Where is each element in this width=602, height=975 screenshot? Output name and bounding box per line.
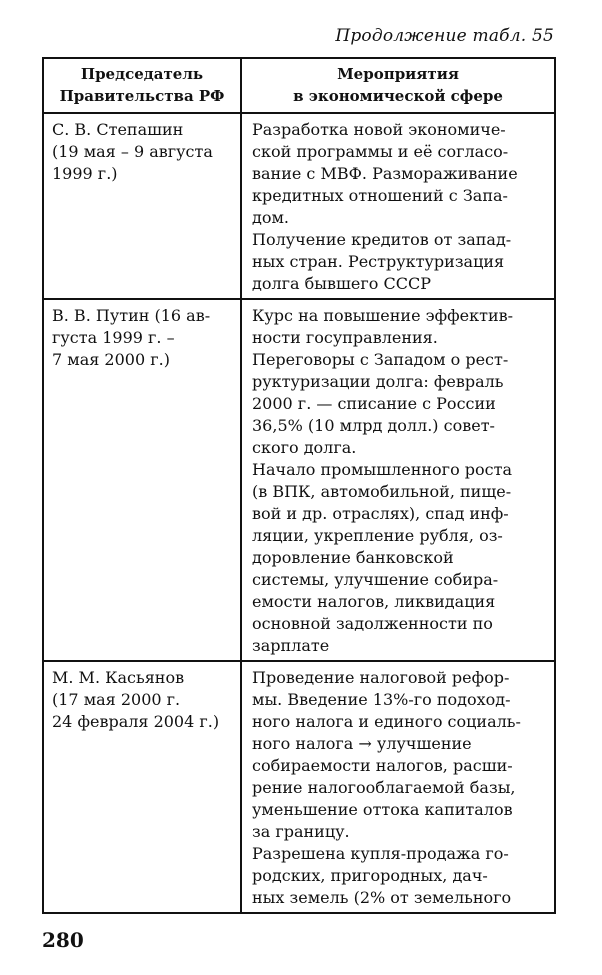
measure-paragraph (252, 349, 546, 459)
table-row (43, 113, 555, 299)
header-line: Правительства РФ (59, 87, 225, 105)
chairman-cell (43, 661, 241, 913)
measure-line: долга бывшего СССР (252, 274, 431, 293)
measure-line: ных стран. Реструктуризация (252, 252, 505, 271)
measure-line: основной задолженности по (252, 614, 493, 633)
table-caption: Продолжение табл. 55 (335, 26, 554, 46)
measure-line: ской программы и её согласо- (252, 142, 509, 161)
measure-line: уменьшение оттока капиталов (252, 800, 513, 819)
measure-line: ных земель (2% от земельного (252, 888, 512, 907)
measure-line: доровление банковской (252, 548, 454, 567)
measure-line: Начало промышленного роста (252, 460, 513, 479)
chairman-line: (19 мая – 9 августа (52, 142, 213, 161)
measure-paragraph (252, 119, 546, 229)
header-line: в экономической сфере (293, 87, 503, 105)
measure-line: ного налога и единого социаль- (252, 712, 521, 731)
measures-cell (241, 113, 555, 299)
measure-line: Получение кредитов от запад- (252, 230, 512, 249)
measure-line: 36,5% (10 млрд долл.) совет- (252, 416, 495, 435)
measure-paragraph (252, 305, 546, 349)
measure-line: Разработка новой экономиче- (252, 120, 506, 139)
measure-line: мы. Введение 13%-го подоход- (252, 690, 511, 709)
header-measures (241, 58, 555, 113)
measure-line: 2000 г. — списание с России (252, 394, 496, 413)
table-header-row (43, 58, 555, 113)
measures-cell (241, 299, 555, 661)
measure-line: родских, пригородных, дач- (252, 866, 488, 885)
measure-paragraph (252, 229, 546, 295)
header-chairman (43, 58, 241, 113)
measure-line: дом. (252, 208, 290, 227)
measure-line: (в ВПК, автомобильной, пище- (252, 482, 512, 501)
measure-line: Курс на повышение эффектив- (252, 306, 514, 325)
chairman-cell (43, 113, 241, 299)
measure-line: руктуризации долга: февраль (252, 372, 504, 391)
measure-line: ности госуправления. (252, 328, 438, 347)
table-row (43, 299, 555, 661)
measure-line: зарплате (252, 636, 330, 655)
measure-line: вание с МВФ. Размораживание (252, 164, 518, 183)
page-number: 280 (42, 928, 84, 952)
measure-line: кредитных отношений с Запа- (252, 186, 508, 205)
measure-paragraph (252, 667, 546, 843)
chairman-line: 1999 г.) (52, 164, 118, 183)
chairman-line: густа 1999 г. – (52, 328, 175, 347)
chairman-line: М. М. Касьянов (52, 668, 185, 687)
measure-line: емости налогов, ликвидация (252, 592, 496, 611)
measure-line: системы, улучшение собира- (252, 570, 499, 589)
measures-cell (241, 661, 555, 913)
chairman-cell (43, 299, 241, 661)
chairman-line: В. В. Путин (16 ав- (52, 306, 211, 325)
measure-line: собираемости налогов, расши- (252, 756, 513, 775)
measure-paragraph (252, 843, 546, 909)
economic-measures-table (42, 57, 556, 914)
chairman-line: 24 февраля 2004 г.) (52, 712, 220, 731)
measure-line: вой и др. отраслях), спад инф- (252, 504, 509, 523)
table-row (43, 661, 555, 913)
header-line: Мероприятия (337, 65, 459, 83)
measure-line: Разрешена купля-продажа го- (252, 844, 509, 863)
measure-line: ляции, укрепление рубля, оз- (252, 526, 503, 545)
measure-paragraph (252, 459, 546, 657)
measure-line: ского долга. (252, 438, 357, 457)
chairman-line: 7 мая 2000 г.) (52, 350, 170, 369)
chairman-line: С. В. Степашин (52, 120, 184, 139)
measure-line: Переговоры с Западом о рест- (252, 350, 509, 369)
chairman-line: (17 мая 2000 г. (52, 690, 181, 709)
header-line: Председатель (80, 65, 204, 83)
measure-line: рение налогооблагаемой базы, (252, 778, 516, 797)
measure-line: за границу. (252, 822, 350, 841)
measure-line: Проведение налоговой рефор- (252, 668, 510, 687)
measure-line: ного налога → улучшение (252, 734, 472, 753)
